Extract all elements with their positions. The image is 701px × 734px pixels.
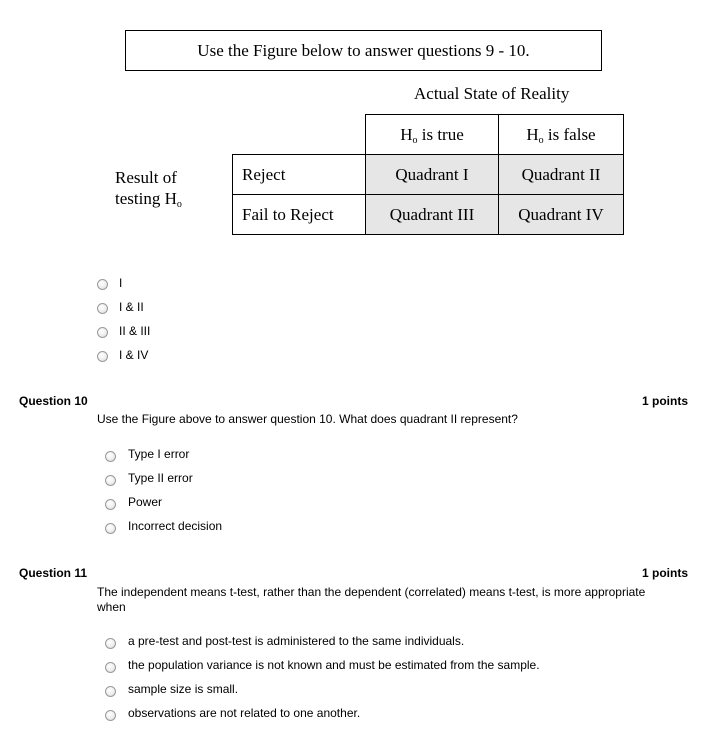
decision-matrix-table <box>232 114 624 235</box>
quadrant-1: Quadrant I <box>366 155 499 195</box>
q9-option-2-radio[interactable] <box>97 303 108 314</box>
q10-option-2-label: Type II error <box>128 471 193 485</box>
q11-option-2-label: the population variance is not known and must be estimated from the sample. <box>128 658 540 672</box>
q10-option-1-radio[interactable] <box>105 451 116 462</box>
result-label-line1: Result of <box>115 168 177 187</box>
q10-title: Question 10 <box>19 394 88 408</box>
q11-option-3-label: sample size is small. <box>128 682 239 696</box>
q11-option-3-radio[interactable] <box>105 686 116 697</box>
figure-instruction: Use the Figure below to answer questions 9 - 10. <box>197 40 530 60</box>
q9-option-4-label: I & IV <box>119 348 149 362</box>
q10-option-4-radio[interactable] <box>105 523 116 534</box>
q11-text: The independent means t-test, rather than the dependent (correlated) means t-test, is more appropriate when <box>97 585 646 614</box>
q11-points: 1 points <box>641 566 688 580</box>
q10-points: 1 points <box>641 394 688 408</box>
header-h0-true: $H_o$ is true <box>366 115 499 155</box>
q10-option-2-radio[interactable] <box>105 475 116 486</box>
q9-option-3-label: II & III <box>119 324 151 338</box>
row-label-fail-to-reject: Fail to Reject <box>233 195 366 235</box>
q9-option-2-label: I & II <box>119 300 144 314</box>
q10-option-4-label: Incorrect decision <box>128 519 223 533</box>
q11-title: Question 11 <box>19 566 88 580</box>
q10-option-1-label: Type I error <box>128 447 190 461</box>
actual-state-title: Actual State of Reality <box>414 84 570 103</box>
matrix-row-fail-to-reject <box>233 195 624 235</box>
figure-instruction-box <box>125 30 602 71</box>
matrix-corner <box>233 115 366 155</box>
q9-option-3-radio[interactable] <box>97 327 108 338</box>
quadrant-2: Quadrant II <box>499 155 624 195</box>
q9-option-4-radio[interactable] <box>97 351 108 362</box>
q11-option-4-label: observations are not related to one another. <box>128 706 361 720</box>
matrix-header-row <box>233 115 624 155</box>
q11-option-4-radio[interactable] <box>105 710 116 721</box>
q9-option-1-label: I <box>119 276 123 290</box>
q10-text: Use the Figure above to answer question 10. What does quadrant II represent? <box>97 412 518 426</box>
result-of-testing-label <box>115 167 182 209</box>
quadrant-4: Quadrant IV <box>499 195 624 235</box>
q11-option-1-radio[interactable] <box>105 638 116 649</box>
result-label-line2: testing $H_o$ <box>115 189 182 210</box>
row-label-reject: Reject <box>233 155 366 195</box>
q11-option-1-label: a pre-test and post-test is administered to the same individuals. <box>128 634 465 648</box>
matrix-row-reject <box>233 155 624 195</box>
quadrant-3: Quadrant III <box>366 195 499 235</box>
q10-option-3-radio[interactable] <box>105 499 116 510</box>
q10-option-3-label: Power <box>128 495 163 509</box>
header-h0-false: $H_o$ is false <box>499 115 624 155</box>
q9-option-1-radio[interactable] <box>97 279 108 290</box>
q11-option-2-radio[interactable] <box>105 662 116 673</box>
